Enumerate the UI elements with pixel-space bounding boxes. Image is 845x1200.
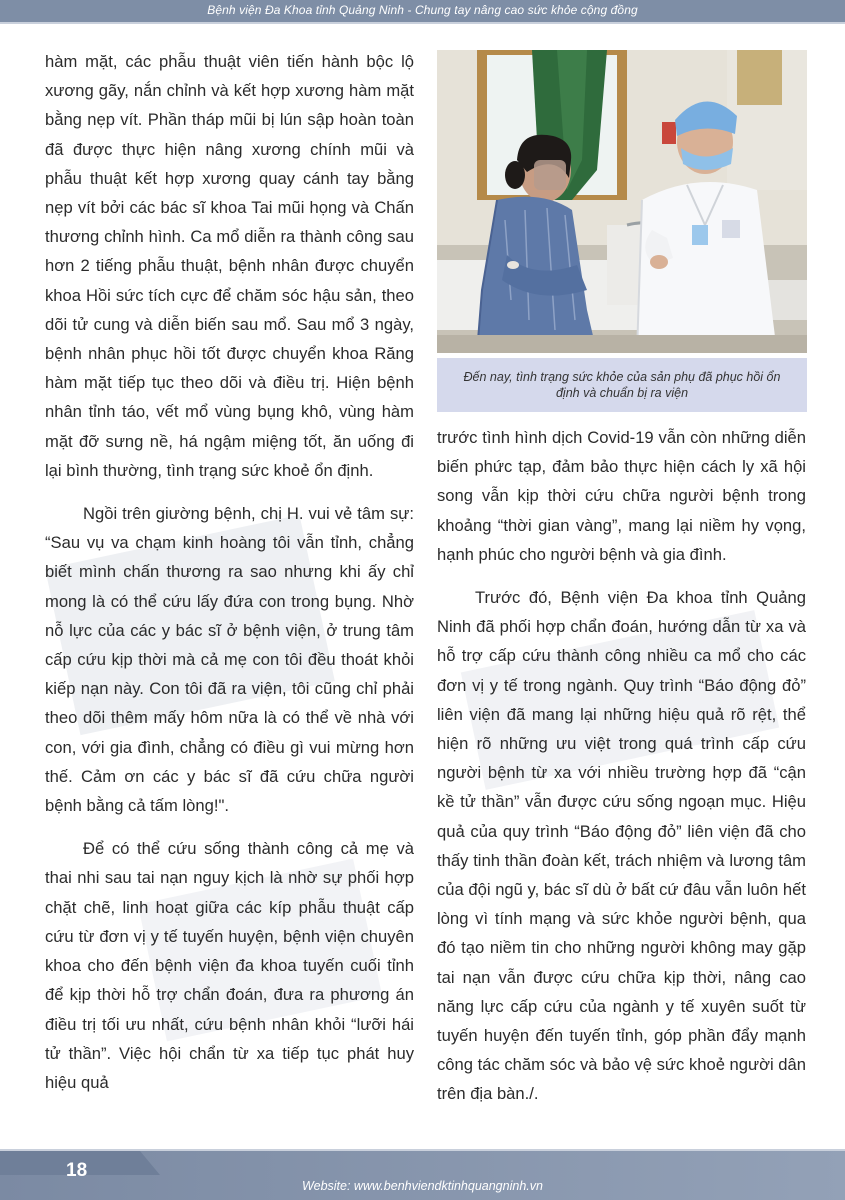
paragraph: hàm mặt, các phẫu thuật viên tiến hành bộc lộ xương gãy, nắn chỉnh và kết hợp xương hàm mặt bằng nẹp vít. Phần tháp mũi bị lún sập hoàn toàn đã được thực hiện nâng xương chính mũi và phẫu thuật kết hợp xương quay cánh tay bằng nẹp vít bởi các bác sĩ khoa Tai mũi họng và Chấn thương chỉnh hình. Ca mổ diễn ra thành công sau hơn 2 tiếng phẫu thuật, bệnh nhân được chuyển khoa Hồi sức tích cực để chăm sóc hậu sản, theo dõi tử cung và diễn biến sau mổ. Sau mổ 3 ngày, bệnh nhân phục hồi tốt được chuyển khoa Răng hàm mặt tiếp tục theo dõi và điều trị. Hiện bệnh nhân tỉnh táo, vết mổ vùng bụng khô, vùng hàm mặt đỡ sưng nề, há ngậm miệng tốt, ăn uống đi lại bình thường, tình trạng sức khoẻ ổn định. bbox=[45, 52, 414, 480]
paragraph: Để có thể cứu sống thành công cả mẹ và thai nhi sau tai nạn nguy kịch là nhờ sự phối hợp chặt chẽ, linh hoạt giữa các kíp phẫu thuật cấp cứu từ đơn vị y tế tuyến huyện, bệnh viện chuyên khoa cho đến bệnh viện đa khoa tuyến cuối tỉnh để kịp thời hỗ trợ chẩn đoán, đưa ra phương án điều trị tối ưu nhất, cứu bệnh nhân khỏi “lưỡi hái tử thần”. Việc hội chẩn từ xa tiếp tục phát huy hiệu quả bbox=[45, 839, 414, 1092]
right-column bbox=[437, 423, 806, 1109]
header-divider bbox=[0, 22, 845, 24]
photo-caption: Đến nay, tình trạng sức khỏe của sản phụ đã phục hồi ổn định và chuẩn bị ra viện bbox=[437, 358, 807, 412]
paragraph: trước tình hình dịch Covid-19 vẫn còn những diễn biến phức tạp, đảm bảo thực hiện cách ly xã hội song vẫn kịp thời cứu chữa người bệnh trong khoảng “thời gian vàng”, mang lại niềm hy vọng, hạnh phúc cho người bệnh và gia đình. bbox=[437, 428, 806, 564]
paragraph: Ngồi trên giường bệnh, chị H. vui vẻ tâm sự: “Sau vụ va chạm kinh hoàng tôi vẫn tỉnh, chẳng biết mình chấn thương ra sao nhưng khi ấy chỉ mong là có thể cứu lấy đứa con trong bụng. Nhờ nỗ lực của các y bác sĩ ở bệnh viện, ở trung tâm cấp cứu kịp thời mà cả mẹ con tôi đều thoát khỏi kiếp nạn này. Con tôi đã ra viện, tôi cũng chỉ phải theo dõi thêm mấy hôm nữa là có thể về nhà với con, với gia đình, chẳng có điều gì vui mừng hơn thế. Cảm ơn các y bác sĩ đã cứu chữa người bệnh bằng cả tấm lòng!". bbox=[45, 504, 414, 816]
hospital-room-illustration bbox=[437, 50, 807, 353]
page-number: 18 bbox=[66, 1160, 88, 1181]
article-photo bbox=[437, 50, 807, 353]
header-bar bbox=[0, 0, 845, 22]
running-title: Bệnh viện Đa Khoa tỉnh Quảng Ninh - Chung tay nâng cao sức khỏe cộng đồng bbox=[207, 3, 638, 17]
website-link: Website: www.benhviendktinhquangninh.vn bbox=[302, 1179, 543, 1193]
left-column bbox=[45, 47, 414, 1097]
paragraph: Trước đó, Bệnh viện Đa khoa tỉnh Quảng Ninh đã phối hợp chẩn đoán, hướng dẫn từ xa và hỗ trợ cấp cứu thành công nhiều ca mổ cho các đơn vị y tế trong ngành. Quy trình “Báo động đỏ” liên viện đã mang lại những hiệu quả rõ rệt, thể hiện rõ những ưu việt trong quá trình cấp cứu người bệnh từ xa với nhiều trường hợp đã “cận kề tử thần” vẫn được cứu sống ngoạn mục. Hiệu quả của quy trình “Báo động đỏ” liên viện đã cho thấy tinh thần đoàn kết, trách nhiệm và lương tâm của đội ngũ y, bác sĩ dù ở bất cứ đâu vẫn luôn hết lòng vì tính mạng và sức khỏe người bệnh, qua đó tạo niềm tin cho những người không may gặp tai nạn vẫn được cứu chữa kịp thời, nâng cao năng lực cấp cứu của ngành y tế xuyên suốt từ tuyến huyện đến tuyến tỉnh, góp phần đẩy mạnh công tác chăm sóc và bảo vệ sức khoẻ người dân trên địa bàn./. bbox=[437, 588, 806, 1104]
